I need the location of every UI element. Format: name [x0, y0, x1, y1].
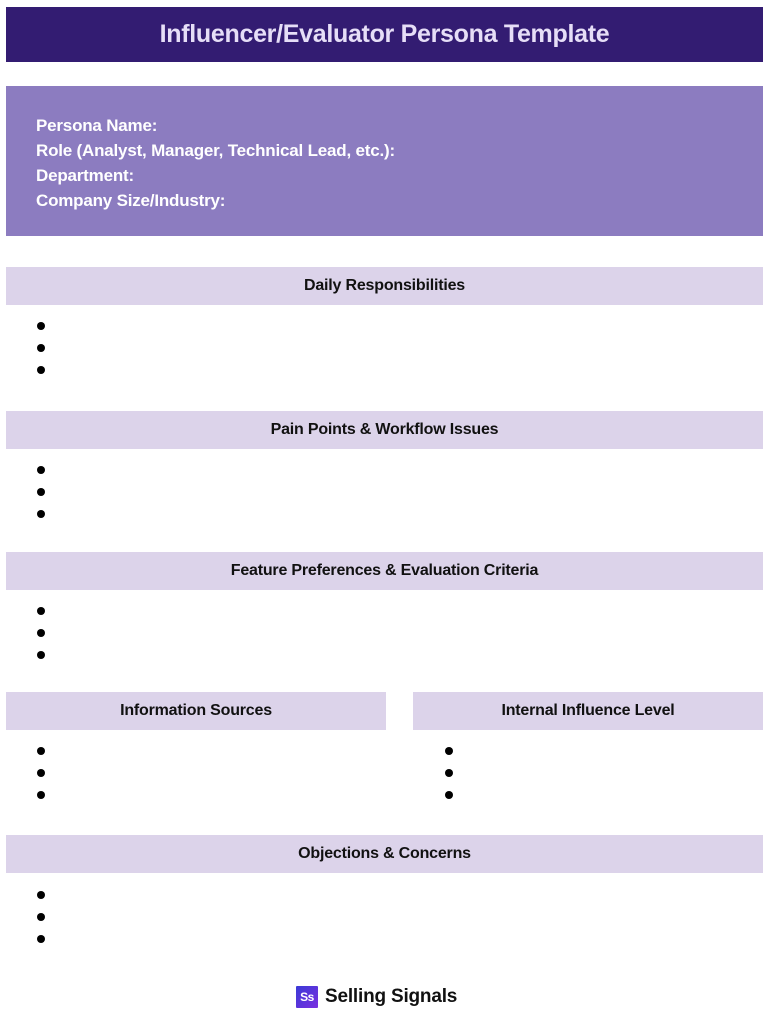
- section-header-feature-preferences: [6, 552, 763, 590]
- list-item: [37, 906, 737, 928]
- list-item: [37, 315, 737, 337]
- brand-name: Selling Signals: [325, 986, 458, 1007]
- list-item: [37, 762, 377, 784]
- section-title: Information Sources: [120, 702, 272, 719]
- department-label: Department:: [36, 166, 134, 185]
- section-header-information-sources: [6, 692, 386, 730]
- list-item: [37, 359, 737, 381]
- section-title: Pain Points & Workflow Issues: [270, 421, 499, 438]
- list-item: [37, 644, 737, 666]
- list-item: [445, 762, 745, 784]
- list-item: [37, 337, 737, 359]
- section-header-internal-influence-level: [413, 692, 763, 730]
- list-item: [445, 740, 745, 762]
- list-item: [445, 784, 745, 806]
- section-title: Feature Preferences & Evaluation Criteria: [230, 562, 539, 579]
- selling-signals-logo-icon: Ss: [296, 986, 318, 1008]
- role-label: Role (Analyst, Manager, Technical Lead, etc.):: [36, 141, 395, 160]
- list-item: [37, 740, 377, 762]
- bullet-list-internal-influence-level: [445, 740, 745, 806]
- section-header-daily-responsibilities: [6, 267, 763, 305]
- list-item: [37, 928, 737, 950]
- brand-logo: [296, 986, 457, 1008]
- bullet-list-objections-concerns: [37, 884, 737, 950]
- company-size-industry-label: Company Size/Industry:: [36, 191, 226, 210]
- list-item: [37, 622, 737, 644]
- persona-info-box: [6, 86, 763, 236]
- persona-name-label: Persona Name:: [36, 116, 158, 135]
- bullet-list-pain-points: [37, 459, 737, 525]
- section-header-pain-points: [6, 411, 763, 449]
- list-item: [37, 884, 737, 906]
- section-title: Internal Influence Level: [501, 702, 675, 719]
- section-title: Objections & Concerns: [298, 845, 471, 862]
- list-item: [37, 503, 737, 525]
- list-item: [37, 481, 737, 503]
- page-title-bar: [6, 7, 763, 62]
- page-title: Influencer/Evaluator Persona Template: [159, 20, 610, 48]
- list-item: [37, 784, 377, 806]
- bullet-list-feature-preferences: [37, 600, 737, 666]
- list-item: [37, 600, 737, 622]
- bullet-list-information-sources: [37, 740, 377, 806]
- bullet-list-daily-responsibilities: [37, 315, 737, 381]
- section-title: Daily Responsibilities: [304, 277, 465, 294]
- list-item: [37, 459, 737, 481]
- section-header-objections-concerns: [6, 835, 763, 873]
